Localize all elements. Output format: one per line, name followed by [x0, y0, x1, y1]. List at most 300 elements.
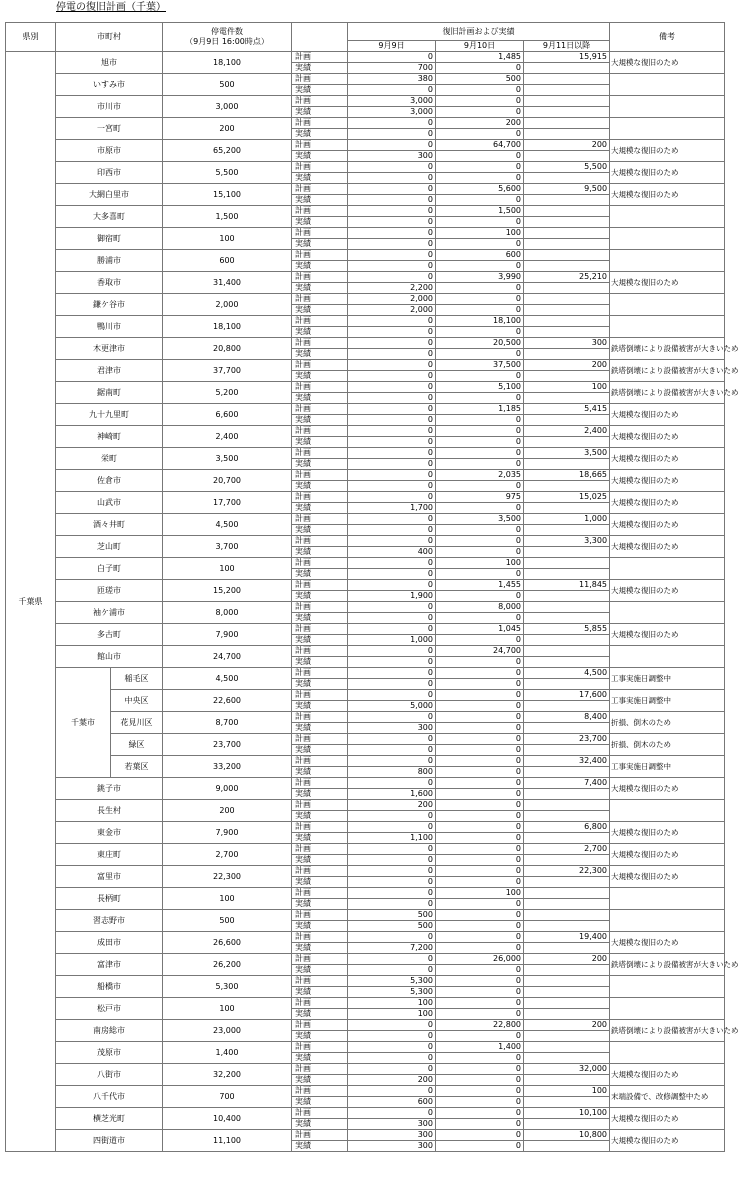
- note-cell: 大規模な復旧のため: [610, 272, 725, 294]
- actual-value: 0: [436, 195, 524, 206]
- outage-count: 18,100: [163, 316, 292, 338]
- actual-value: [524, 195, 610, 206]
- plan-value: 1,045: [436, 624, 524, 635]
- kind-plan-label: 計画: [292, 140, 348, 151]
- kind-plan-label: 計画: [292, 866, 348, 877]
- outage-count: 65,200: [163, 140, 292, 162]
- actual-value: 700: [348, 63, 436, 74]
- kind-plan-label: 計画: [292, 492, 348, 503]
- kind-actual-label: 実績: [292, 679, 348, 690]
- plan-value: 0: [348, 1042, 436, 1053]
- kind-plan-label: 計画: [292, 448, 348, 459]
- actual-value: 0: [348, 811, 436, 822]
- outage-count: 26,200: [163, 954, 292, 976]
- kind-plan-label: 計画: [292, 360, 348, 371]
- municipality-name: 茂原市: [56, 1042, 163, 1064]
- outage-count: 5,500: [163, 162, 292, 184]
- kind-plan-label: 計画: [292, 404, 348, 415]
- table-row-plan: [6, 272, 725, 283]
- actual-value: 0: [436, 635, 524, 646]
- kind-plan-label: 計画: [292, 294, 348, 305]
- outage-count: 100: [163, 998, 292, 1020]
- plan-value: 2,000: [348, 294, 436, 305]
- plan-value: 0: [436, 866, 524, 877]
- municipality-name: 長生村: [56, 800, 163, 822]
- kind-plan-label: 計画: [292, 910, 348, 921]
- outage-count: 3,700: [163, 536, 292, 558]
- kind-actual-label: 実績: [292, 965, 348, 976]
- municipality-name: 多古町: [56, 624, 163, 646]
- plan-value: 32,400: [524, 756, 610, 767]
- kind-plan-label: 計画: [292, 426, 348, 437]
- kind-plan-label: 計画: [292, 382, 348, 393]
- outage-count: 500: [163, 910, 292, 932]
- plan-value: 0: [436, 734, 524, 745]
- plan-value: 0: [348, 250, 436, 261]
- actual-value: 300: [348, 1119, 436, 1130]
- actual-value: 0: [436, 107, 524, 118]
- kind-actual-label: 実績: [292, 525, 348, 536]
- municipality-name: 館山市: [56, 646, 163, 668]
- plan-value: 0: [436, 426, 524, 437]
- plan-value: 0: [348, 316, 436, 327]
- plan-value: 11,845: [524, 580, 610, 591]
- table-row-plan: [6, 316, 725, 327]
- actual-value: 1,900: [348, 591, 436, 602]
- actual-value: 0: [436, 877, 524, 888]
- note-cell: 工事実施日調整中: [610, 690, 725, 712]
- municipality-name: 九十九里町: [56, 404, 163, 426]
- kind-plan-label: 計画: [292, 536, 348, 547]
- outage-count: 20,700: [163, 470, 292, 492]
- plan-value: 0: [436, 294, 524, 305]
- actual-value: [524, 173, 610, 184]
- outage-count: 600: [163, 250, 292, 272]
- actual-value: 0: [436, 569, 524, 580]
- plan-value: 5,300: [348, 976, 436, 987]
- table-row-plan: [6, 74, 725, 85]
- actual-value: 3,000: [348, 107, 436, 118]
- kind-plan-label: 計画: [292, 844, 348, 855]
- note-cell: 大規模な復旧のため: [610, 514, 725, 536]
- note-cell: 大規模な復旧のため: [610, 426, 725, 448]
- actual-value: 0: [436, 701, 524, 712]
- kind-actual-label: 実績: [292, 789, 348, 800]
- actual-value: 1,600: [348, 789, 436, 800]
- municipality-name: 八街市: [56, 1064, 163, 1086]
- plan-value: 23,700: [524, 734, 610, 745]
- outage-count: 15,200: [163, 580, 292, 602]
- plan-value: 0: [436, 1086, 524, 1097]
- actual-value: [524, 965, 610, 976]
- outage-count: 100: [163, 558, 292, 580]
- actual-value: 0: [348, 129, 436, 140]
- kind-plan-label: 計画: [292, 998, 348, 1009]
- plan-value: 0: [348, 866, 436, 877]
- table-row-plan: [6, 162, 725, 173]
- outage-count: 2,400: [163, 426, 292, 448]
- note-cell: 鉄塔倒壊により設備被害が大きいため: [610, 1020, 725, 1042]
- header-outage-line2: （9月9日 16:00時点）: [185, 37, 269, 46]
- plan-value: 0: [348, 448, 436, 459]
- actual-value: 100: [348, 1009, 436, 1020]
- actual-value: [524, 525, 610, 536]
- plan-value: 300: [524, 338, 610, 349]
- table-row-plan: [6, 1020, 725, 1031]
- kind-actual-label: 実績: [292, 393, 348, 404]
- municipality-name: 鋸南町: [56, 382, 163, 404]
- plan-value: [524, 206, 610, 217]
- actual-value: [524, 657, 610, 668]
- kind-actual-label: 実績: [292, 349, 348, 360]
- actual-value: 0: [436, 987, 524, 998]
- actual-value: [524, 767, 610, 778]
- outage-count: 9,000: [163, 778, 292, 800]
- outage-count: 23,700: [163, 734, 292, 756]
- table-row-plan: [6, 206, 725, 217]
- plan-value: 0: [436, 1108, 524, 1119]
- table-row-plan: [6, 1130, 725, 1141]
- plan-value: 0: [348, 712, 436, 723]
- kind-actual-label: 実績: [292, 899, 348, 910]
- actual-value: [524, 943, 610, 954]
- plan-value: 24,700: [436, 646, 524, 657]
- table-row-plan: [6, 822, 725, 833]
- note-cell: [610, 250, 725, 272]
- municipality-name: 印西市: [56, 162, 163, 184]
- actual-value: 0: [348, 371, 436, 382]
- plan-value: 5,100: [436, 382, 524, 393]
- actual-value: 300: [348, 151, 436, 162]
- plan-value: 15,915: [524, 52, 610, 63]
- kind-plan-label: 計画: [292, 976, 348, 987]
- plan-value: 0: [348, 690, 436, 701]
- actual-value: [524, 613, 610, 624]
- kind-actual-label: 実績: [292, 745, 348, 756]
- actual-value: [524, 569, 610, 580]
- plan-value: 100: [524, 382, 610, 393]
- actual-value: [524, 437, 610, 448]
- note-cell: 大規模な復旧のため: [610, 1064, 725, 1086]
- municipality-name: 東金市: [56, 822, 163, 844]
- actual-value: 0: [348, 393, 436, 404]
- actual-value: [524, 789, 610, 800]
- table-row-plan: [6, 932, 725, 943]
- actual-value: 0: [436, 1075, 524, 1086]
- table-row-plan: [6, 382, 725, 393]
- kind-plan-label: 計画: [292, 1042, 348, 1053]
- actual-value: 0: [436, 151, 524, 162]
- actual-value: 0: [348, 327, 436, 338]
- plan-value: 8,000: [436, 602, 524, 613]
- municipality-name: 一宮町: [56, 118, 163, 140]
- plan-value: 2,035: [436, 470, 524, 481]
- plan-value: 0: [348, 360, 436, 371]
- kind-plan-label: 計画: [292, 888, 348, 899]
- table-row-plan: [6, 514, 725, 525]
- actual-value: 0: [348, 613, 436, 624]
- header-day1: 9月9日: [348, 41, 436, 52]
- note-cell: 工事実施日調整中: [610, 668, 725, 690]
- table-row-plan: [6, 338, 725, 349]
- plan-value: 0: [348, 470, 436, 481]
- plan-value: 22,300: [524, 866, 610, 877]
- outage-count: 24,700: [163, 646, 292, 668]
- plan-value: 0: [348, 140, 436, 151]
- actual-value: 0: [348, 899, 436, 910]
- plan-value: 3,500: [436, 514, 524, 525]
- actual-value: [524, 327, 610, 338]
- actual-value: 0: [436, 371, 524, 382]
- kind-actual-label: 実績: [292, 811, 348, 822]
- note-cell: 工事実施日調整中: [610, 756, 725, 778]
- kind-actual-label: 実績: [292, 151, 348, 162]
- ward-name: 花見川区: [111, 712, 163, 734]
- table-row-plan: [6, 998, 725, 1009]
- plan-value: 18,100: [436, 316, 524, 327]
- plan-value: 1,400: [436, 1042, 524, 1053]
- plan-value: 0: [436, 778, 524, 789]
- plan-value: 2,400: [524, 426, 610, 437]
- plan-value: 0: [348, 888, 436, 899]
- actual-value: 0: [436, 811, 524, 822]
- plan-value: 7,400: [524, 778, 610, 789]
- actual-value: 0: [348, 1031, 436, 1042]
- municipality-name: 神崎町: [56, 426, 163, 448]
- actual-value: 2,200: [348, 283, 436, 294]
- kind-actual-label: 実績: [292, 767, 348, 778]
- actual-value: [524, 811, 610, 822]
- actual-value: 0: [436, 1053, 524, 1064]
- kind-plan-label: 計画: [292, 1108, 348, 1119]
- municipality-name: 袖ケ浦市: [56, 602, 163, 624]
- city-group-cell: 千葉市: [56, 668, 111, 778]
- outage-count: 26,600: [163, 932, 292, 954]
- note-cell: [610, 558, 725, 580]
- municipality-name: 松戸市: [56, 998, 163, 1020]
- note-cell: 大規模な復旧のため: [610, 844, 725, 866]
- actual-value: [524, 745, 610, 756]
- actual-value: 0: [436, 1119, 524, 1130]
- plan-value: 200: [436, 118, 524, 129]
- note-cell: [610, 1042, 725, 1064]
- actual-value: 0: [436, 217, 524, 228]
- plan-value: 9,500: [524, 184, 610, 195]
- municipality-name: 横芝光町: [56, 1108, 163, 1130]
- kind-actual-label: 実績: [292, 701, 348, 712]
- plan-value: 0: [436, 800, 524, 811]
- note-cell: 大規模な復旧のため: [610, 448, 725, 470]
- actual-value: 0: [436, 613, 524, 624]
- note-cell: [610, 118, 725, 140]
- plan-value: 10,100: [524, 1108, 610, 1119]
- plan-value: 8,400: [524, 712, 610, 723]
- ward-name: 緑区: [111, 734, 163, 756]
- kind-actual-label: 実績: [292, 459, 348, 470]
- actual-value: 0: [348, 217, 436, 228]
- kind-plan-label: 計画: [292, 162, 348, 173]
- kind-plan-label: 計画: [292, 558, 348, 569]
- kind-actual-label: 実績: [292, 437, 348, 448]
- actual-value: [524, 635, 610, 646]
- plan-value: 1,485: [436, 52, 524, 63]
- actual-value: 0: [348, 877, 436, 888]
- kind-actual-label: 実績: [292, 195, 348, 206]
- kind-plan-label: 計画: [292, 228, 348, 239]
- outage-count: 22,300: [163, 866, 292, 888]
- header-outage-line1: 停電件数: [211, 27, 243, 36]
- actual-value: 0: [436, 437, 524, 448]
- plan-value: 0: [348, 844, 436, 855]
- table-row-plan: [6, 712, 725, 723]
- kind-actual-label: 実績: [292, 239, 348, 250]
- municipality-name: 市原市: [56, 140, 163, 162]
- municipality-name: 御宿町: [56, 228, 163, 250]
- note-cell: 大規模な復旧のため: [610, 866, 725, 888]
- kind-actual-label: 実績: [292, 943, 348, 954]
- recovery-plan-table: [5, 22, 739, 1152]
- kind-actual-label: 実績: [292, 283, 348, 294]
- outage-count: 1,500: [163, 206, 292, 228]
- municipality-name: 南房総市: [56, 1020, 163, 1042]
- plan-value: 1,000: [524, 514, 610, 525]
- table-row-plan: [6, 448, 725, 459]
- plan-value: 0: [436, 756, 524, 767]
- kind-actual-label: 実績: [292, 63, 348, 74]
- plan-value: 0: [348, 338, 436, 349]
- header-municipality: 市町村: [56, 23, 163, 52]
- plan-value: 1,455: [436, 580, 524, 591]
- actual-value: 0: [348, 459, 436, 470]
- kind-plan-label: 計画: [292, 580, 348, 591]
- kind-actual-label: 実績: [292, 85, 348, 96]
- note-cell: 大規模な復旧のため: [610, 184, 725, 206]
- table-row-plan: [6, 360, 725, 371]
- municipality-name: 東庄町: [56, 844, 163, 866]
- plan-value: 975: [436, 492, 524, 503]
- note-cell: [610, 316, 725, 338]
- note-cell: 大規模な復旧のため: [610, 52, 725, 74]
- municipality-name: 芝山町: [56, 536, 163, 558]
- plan-value: 0: [348, 734, 436, 745]
- actual-value: 0: [348, 745, 436, 756]
- table-row-plan: [6, 1064, 725, 1075]
- plan-value: [524, 294, 610, 305]
- table-row-plan: [6, 426, 725, 437]
- municipality-name: 香取市: [56, 272, 163, 294]
- municipality-name: 山武市: [56, 492, 163, 514]
- note-cell: [610, 206, 725, 228]
- table-row-plan: [6, 800, 725, 811]
- plan-value: 0: [348, 624, 436, 635]
- header-day2: 9月10日: [436, 41, 524, 52]
- note-cell: 大規模な復旧のため: [610, 624, 725, 646]
- table-row-plan: [6, 910, 725, 921]
- kind-actual-label: 実績: [292, 921, 348, 932]
- note-cell: 大規模な復旧のため: [610, 140, 725, 162]
- plan-value: 1,500: [436, 206, 524, 217]
- table-row-plan: [6, 668, 725, 679]
- outage-count: 4,500: [163, 668, 292, 690]
- actual-value: 600: [348, 1097, 436, 1108]
- municipality-name: 四街道市: [56, 1130, 163, 1152]
- outage-count: 5,300: [163, 976, 292, 998]
- actual-value: [524, 63, 610, 74]
- actual-value: 0: [436, 349, 524, 360]
- municipality-name: 成田市: [56, 932, 163, 954]
- kind-plan-label: 計画: [292, 822, 348, 833]
- actual-value: 0: [348, 525, 436, 536]
- actual-value: 0: [348, 195, 436, 206]
- plan-value: 0: [348, 602, 436, 613]
- note-cell: 大規模な復旧のため: [610, 470, 725, 492]
- plan-value: 0: [348, 228, 436, 239]
- municipality-name: 習志野市: [56, 910, 163, 932]
- table-row-plan: [6, 96, 725, 107]
- actual-value: 0: [348, 261, 436, 272]
- actual-value: 0: [436, 305, 524, 316]
- kind-actual-label: 実績: [292, 503, 348, 514]
- municipality-name: 佐倉市: [56, 470, 163, 492]
- kind-plan-label: 計画: [292, 734, 348, 745]
- note-cell: [610, 228, 725, 250]
- actual-value: 5,300: [348, 987, 436, 998]
- plan-value: 0: [436, 162, 524, 173]
- kind-actual-label: 実績: [292, 613, 348, 624]
- kind-plan-label: 計画: [292, 712, 348, 723]
- plan-value: 0: [348, 1064, 436, 1075]
- actual-value: [524, 283, 610, 294]
- actual-value: 0: [436, 745, 524, 756]
- municipality-name: 市川市: [56, 96, 163, 118]
- header-plan: 復旧計画および実績: [348, 23, 610, 41]
- plan-value: 3,300: [524, 536, 610, 547]
- outage-count: 11,100: [163, 1130, 292, 1152]
- plan-value: 0: [348, 206, 436, 217]
- note-cell: [610, 800, 725, 822]
- kind-actual-label: 実績: [292, 481, 348, 492]
- table-row-plan: [6, 492, 725, 503]
- plan-value: 0: [436, 1064, 524, 1075]
- table-body: [6, 52, 739, 1152]
- plan-value: 0: [436, 712, 524, 723]
- outage-count: 7,900: [163, 822, 292, 844]
- actual-value: [524, 1053, 610, 1064]
- actual-value: 0: [436, 327, 524, 338]
- plan-value: 0: [348, 580, 436, 591]
- kind-plan-label: 計画: [292, 624, 348, 635]
- actual-value: 0: [436, 1097, 524, 1108]
- actual-value: 0: [436, 723, 524, 734]
- outage-count: 8,000: [163, 602, 292, 624]
- actual-value: [524, 415, 610, 426]
- table-row-plan: [6, 756, 725, 767]
- outage-count: 3,500: [163, 448, 292, 470]
- actual-value: 0: [348, 415, 436, 426]
- municipality-name: 君津市: [56, 360, 163, 382]
- plan-value: 6,800: [524, 822, 610, 833]
- note-cell: 末端設備で、改修調整中ため: [610, 1086, 725, 1108]
- kind-actual-label: 実績: [292, 305, 348, 316]
- header-day3: 9月11日以降: [524, 41, 610, 52]
- plan-value: 22,800: [436, 1020, 524, 1031]
- plan-value: 380: [348, 74, 436, 85]
- header-outage: [163, 23, 292, 52]
- note-cell: [610, 976, 725, 998]
- outage-count: 15,100: [163, 184, 292, 206]
- kind-actual-label: 実績: [292, 107, 348, 118]
- municipality-name: 鴨川市: [56, 316, 163, 338]
